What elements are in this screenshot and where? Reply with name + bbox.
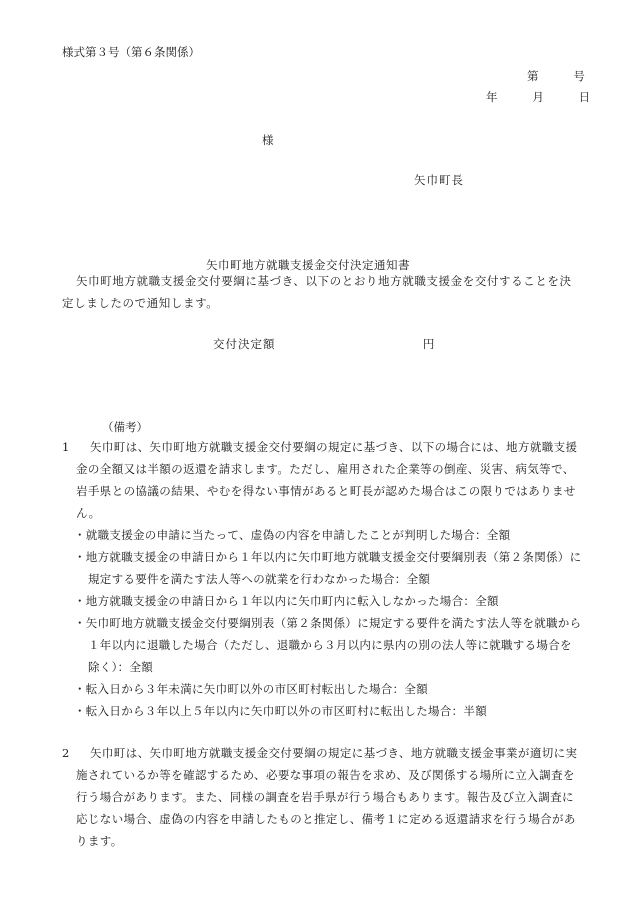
date-day: 日 [578, 90, 591, 104]
remark-bullet: ・地方就職支援金の申請日から１年以内に矢巾町地方就職支援金交付要綱別表（第２条関係）に規定する要件を満たす法人等への就業を行わなかった場合：全額 [74, 550, 582, 586]
remark-bullet: ・就職支援金の申請に当たって、虚偽の内容を申請したことが判明した場合：全額 [74, 528, 511, 542]
document-number [527, 68, 585, 84]
remark-text-content: 矢巾町は、矢巾町地方就職支援金交付要綱の規定に基づき、以下の場合には、地方就職支援金の全額又は半額の返還を請求します。ただし、雇用された企業等の倒産、災害、病気等で、岩手県との協議の結果、やむを得ない事情があると町長が認めた場合はこの限りではありません。 [76, 440, 578, 520]
sender-name: 矢巾町長 [414, 173, 464, 187]
remark-text [76, 742, 582, 852]
remark-bullets [62, 524, 582, 722]
date-year: 年 [486, 90, 498, 104]
body-text [62, 270, 582, 314]
remark-bullet: ・矢巾町地方就職支援金交付要綱別表（第２条関係）に規定する要件を満たす法人等を就職から１年以内に退職した場合（ただし、退職から３月以内に県内の別の法人等に就職する場合を除く）：全額 [74, 616, 582, 674]
remarks-header: （備考） [102, 420, 148, 434]
doc-number-dai: 第 [527, 69, 539, 83]
remark-item-1 [62, 436, 582, 524]
remark-bullet: ・地方就職支援金の申請日から１年以内に矢巾町内に転入しなかった場合：全額 [74, 594, 499, 608]
remark-number: 2 [62, 746, 70, 760]
remarks-list [62, 436, 582, 852]
remark-text-content: 矢巾町は、矢巾町地方就職支援金交付要綱の規定に基づき、地方就職支援金事業が適切に実施されているか等を確認するため、必要な事項の報告を求め、及び関係する場所に立入調査を行う場合があります。また、同様の調査を岩手県が行う場合もあります。報告及び立入調査に応じない場合、虚偽の内容を申請したものと推定し、備考１に定める返還請求を行う場合があります。 [76, 746, 578, 848]
amount-row [213, 336, 434, 352]
document-title: 矢巾町地方就職支援金交付決定通知書 [206, 258, 410, 272]
recipient-suffix: 様 [262, 133, 274, 147]
document-date [486, 89, 591, 105]
remark-number: 1 [62, 440, 70, 454]
remark-bullet: ・転入日から３年未満に矢巾町以外の市区町村転出した場合：全額 [74, 682, 428, 696]
form-label: 様式第３号（第６条関係） [62, 45, 200, 59]
amount-label: 交付決定額 [213, 337, 276, 351]
amount-unit: 円 [422, 337, 435, 351]
date-month: 月 [532, 90, 545, 104]
remark-bullet: ・転入日から３年以上５年以内に矢巾町以外の市区町村に転出した場合：半額 [74, 704, 487, 718]
remark-item-2 [62, 742, 582, 852]
doc-number-go: 号 [573, 69, 586, 83]
remark-text [76, 436, 582, 524]
body-text-content: 矢巾町地方就職支援金交付要綱に基づき、以下のとおり地方就職支援金を交付することを決定しましたので通知します。 [62, 274, 572, 310]
